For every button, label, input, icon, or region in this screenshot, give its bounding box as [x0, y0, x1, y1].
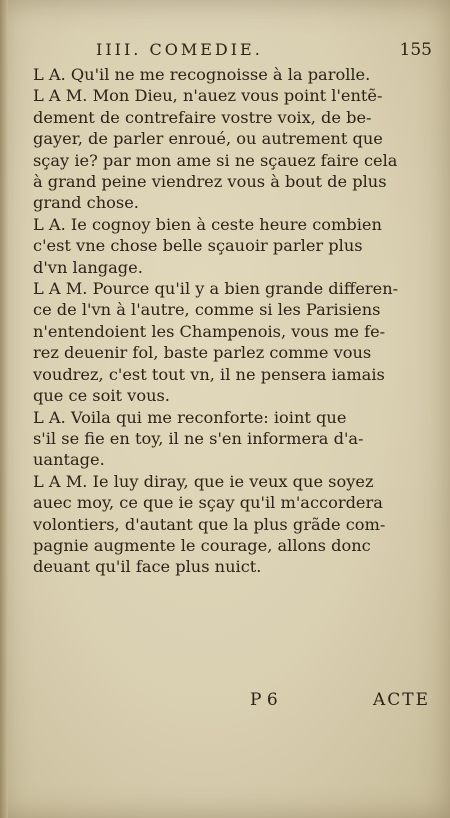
text-line: voudrez, c'est tout vn, il ne pensera iamais	[33, 364, 385, 384]
text-line: à grand peine viendrez vous à bout de plus	[33, 172, 387, 192]
text-line: volontiers, d'autant que la plus grãde com-	[33, 514, 386, 534]
page-edge	[0, 0, 8, 818]
catchword: ACTE	[372, 690, 430, 710]
bleed-through-texture	[95, 602, 425, 622]
signature-mark: P 6	[250, 690, 278, 710]
text-line: ce de l'vn à l'autre, comme si les Parisiens	[33, 300, 381, 320]
page-number: 155	[399, 40, 432, 60]
text-line: deuant qu'il face plus nuict.	[33, 557, 262, 577]
text-line: pagnie augmente le courage, allons donc	[33, 535, 371, 555]
text-line: que ce soit vous.	[33, 386, 170, 406]
text-line: dement de contrefaire vostre voix, de be-	[33, 107, 372, 127]
text-line: auec moy, ce que ie sçay qu'il m'accordera	[33, 493, 383, 513]
text-line: L A. Ie cognoy bien à ceste heure combien	[33, 214, 382, 234]
text-line: gayer, de parler enroué, ou autrement que	[33, 129, 383, 149]
page-header	[96, 40, 432, 62]
text-line: grand chose.	[33, 193, 139, 213]
text-line: L A M. Ie luy diray, que ie veux que soyez	[33, 471, 374, 491]
text-line: sçay ie? par mon ame si ne sçauez faire cela	[33, 150, 398, 170]
text-line: L A. Qu'il ne me recognoisse à la parolle.	[33, 65, 371, 84]
running-title: IIII. COMEDIE.	[96, 40, 263, 59]
text-line: L A M. Mon Dieu, n'auez vous point l'entẽ-	[33, 86, 383, 106]
text-line: rez deuenir fol, baste parlez comme vous	[33, 343, 372, 363]
text-line: L A M. Pource qu'il y a bien grande differen-	[33, 279, 399, 299]
dialogue-text	[33, 64, 425, 578]
text-line: s'il se fie en toy, il ne s'en informera d'a-	[33, 428, 364, 448]
text-line: n'entendoient les Champenois, vous me fe-	[33, 321, 386, 341]
text-line: d'vn langage.	[33, 257, 143, 277]
text-line: L A. Voila qui me reconforte: ioint que	[33, 407, 347, 427]
text-line: uantage.	[33, 450, 105, 470]
page-footer	[250, 690, 430, 714]
text-line: c'est vne chose belle sçauoir parler plus	[33, 236, 363, 256]
